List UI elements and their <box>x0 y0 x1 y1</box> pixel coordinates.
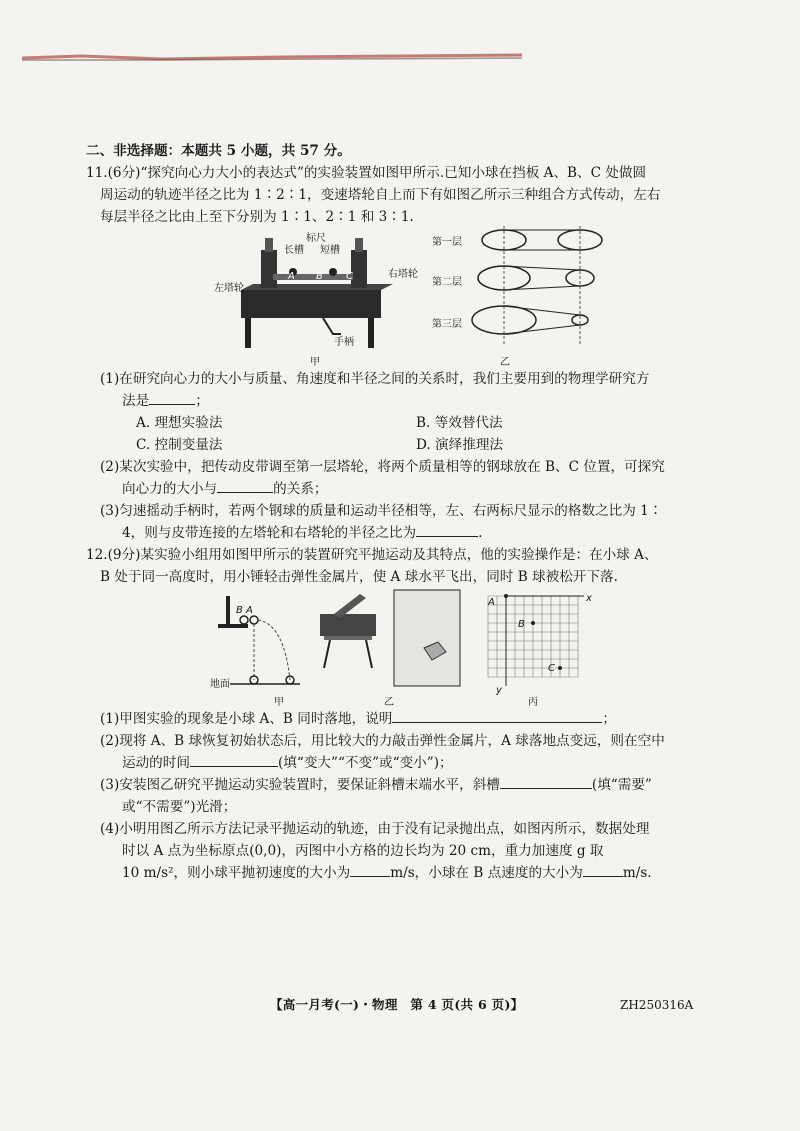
q11-line3: 每层半径之比由上至下分别为 1∶1、2∶1 和 3∶1. <box>100 209 414 225</box>
q11-sub1c: ； <box>195 393 209 409</box>
q12-sub2c: (填“变大”“不变”或“变小”)； <box>277 755 453 771</box>
blank-12-4a[interactable] <box>350 862 390 877</box>
label-layer1: 第一层 <box>432 237 462 248</box>
q12-sub1-row <box>100 708 616 730</box>
q12-sub2a: (2)现将 A、B 球恢复初始状态后，用比较大的力敲击弹性金属片，A 球落地点变远，则在空中 <box>100 733 665 749</box>
label-layer3: 第三层 <box>432 319 462 330</box>
q11-line1: 11.(6分)“探究向心力大小的表达式”的实验装置如图甲所示.已知小球在挡板 A、B、C 处做圆 <box>86 165 647 181</box>
q11-sub3c: . <box>478 525 483 541</box>
q11-sub1b-row <box>122 390 209 412</box>
q11-line2: 周运动的轨迹半径之比为 1∶2∶1，变速塔轮自上而下有如图乙所示三种组合方式传动，左右 <box>100 187 661 203</box>
caption-jia: 甲 <box>310 357 320 368</box>
blank-12-3[interactable] <box>500 774 592 789</box>
option-C: C. 控制变量法 <box>136 437 223 453</box>
blank-11-2[interactable] <box>217 478 273 493</box>
q12-sub1-end: ； <box>602 711 616 727</box>
q11-sub2a: (2)某次实验中，把传动皮带调至第一层塔轮，将两个质量相等的钢球放在 B、C 位置，可探究 <box>100 459 665 475</box>
label-B: B <box>316 271 323 282</box>
option-B: B. 等效替代法 <box>416 415 503 431</box>
q12-sub4c: 10 m/s²，则小球平抛初速度的大小为 <box>122 865 351 881</box>
paper-code: ZH250316A <box>620 998 694 1012</box>
label-right-tower: 右塔轮 <box>388 269 418 280</box>
figure-q12-yi <box>320 588 470 698</box>
scan-artifact <box>22 50 522 64</box>
q11-sub3b: 4，则与皮带连接的左塔轮和右塔轮的半径之比为 <box>122 525 417 541</box>
grid-label-B: B <box>518 619 525 630</box>
caption-q12-bing: 丙 <box>528 697 538 708</box>
caption-q12-yi: 乙 <box>384 697 394 708</box>
q11-sub2b-row <box>122 478 328 500</box>
q12-line1: 12.(9分)某实验小组用如图甲所示的装置研究平抛运动及其特点，他的实验操作是：在小球 A、 <box>86 547 658 563</box>
q12-label-B: B <box>236 605 243 616</box>
option-D: D. 演绎推理法 <box>416 437 504 453</box>
option-A: A. 理想实验法 <box>136 415 223 431</box>
blank-11-3[interactable] <box>416 522 478 537</box>
blank-12-1[interactable] <box>392 708 602 723</box>
blank-11-1[interactable] <box>149 390 195 405</box>
label-ground: 地面 <box>210 679 230 690</box>
q12-sub4b: 时以 A 点为坐标原点(0,0)，丙图中小方格的边长均为 20 cm，重力加速度 g 取 <box>122 843 604 859</box>
caption-yi: 乙 <box>500 357 510 368</box>
page-footer: 【高一月考(一)・物理 第 4 页(共 6 页)】 <box>270 997 524 1012</box>
blank-12-2[interactable] <box>190 752 278 767</box>
q12-sub2b-row <box>122 752 453 774</box>
q12-sub2b: 运动的时间 <box>122 755 190 771</box>
blank-12-4b[interactable] <box>583 862 623 877</box>
label-C: C <box>346 271 353 282</box>
label-changcao: 长槽 <box>284 245 304 256</box>
grid-label-C: C <box>548 663 555 674</box>
figure-yi-pulleys <box>468 226 608 346</box>
q12-sub4c-row <box>122 862 652 884</box>
q12-sub3-row <box>100 774 652 796</box>
q11-sub1b: 法是 <box>122 393 150 409</box>
label-biaochi: 标尺 <box>306 233 326 244</box>
q12-sub3b: (填“需要” <box>591 777 652 793</box>
section-title: 二、非选择题：本题共 5 小题，共 57 分。 <box>86 143 351 159</box>
q12-sub1: (1)甲图实验的现象是小球 A、B 同时落地，说明 <box>100 711 393 727</box>
grid-label-y: y <box>496 685 502 696</box>
q11-sub3a: (3)匀速摇动手柄时，若两个钢球的质量和运动半径相等，左、右两标尺显示的格数之比为 1∶ <box>100 503 663 519</box>
q11-sub2c: 的关系； <box>273 481 328 497</box>
figure-q12-bing-grid <box>482 590 592 690</box>
label-duancao: 短槽 <box>320 245 340 256</box>
label-left-tower: 左塔轮 <box>214 283 244 294</box>
q11-sub2b: 向心力的大小与 <box>122 481 218 497</box>
q12-label-A: A <box>246 605 253 616</box>
q12-sub3a: (3)安装图乙研究平抛运动实验装置时，要保证斜槽末端水平，斜槽 <box>100 777 500 793</box>
caption-q12-jia: 甲 <box>274 697 284 708</box>
q12-sub4d: m/s，小球在 B 点速度的大小为 <box>390 865 583 881</box>
grid-label-A: A <box>488 597 495 608</box>
q12-sub3c: 或“不需要”)光滑； <box>122 799 237 815</box>
q12-line2: B 处于同一高度时，用小锤轻击弹性金属片，使 A 球水平飞出，同时 B 球被松开下落. <box>100 569 618 585</box>
label-layer2: 第二层 <box>432 277 462 288</box>
q11-sub1a: (1)在研究向心力的大小与质量、角速度和半径之间的关系时，我们主要用到的物理学研究方 <box>100 371 650 387</box>
label-A: A <box>288 271 295 282</box>
q12-sub4a: (4)小明用图乙所示方法记录平抛运动的轨迹，由于没有记录抛出点，如图丙所示，数据处理 <box>100 821 650 837</box>
q11-sub3b-row <box>122 522 482 544</box>
q12-sub4e: m/s. <box>622 865 652 881</box>
grid-label-x: x <box>586 593 592 604</box>
label-handle: 手柄 <box>334 337 354 348</box>
